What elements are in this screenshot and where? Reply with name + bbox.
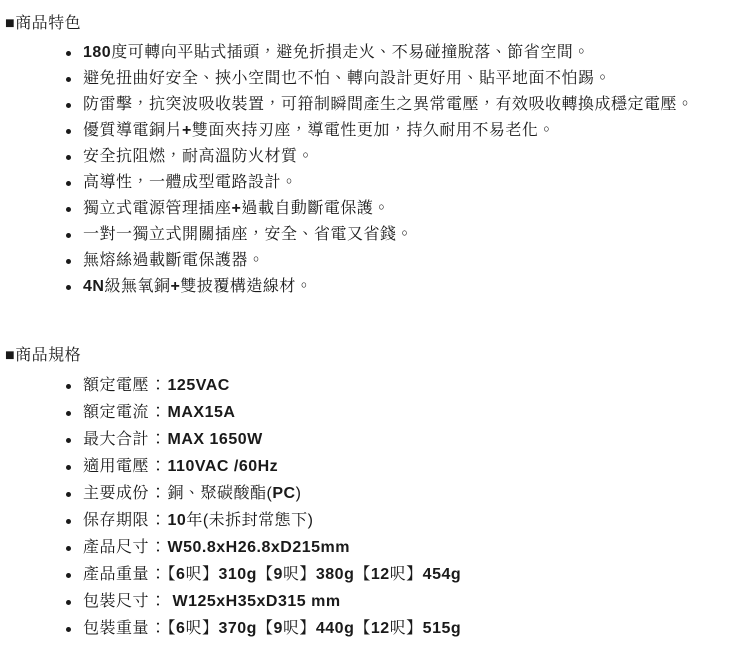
features-section bbox=[5, 13, 743, 300]
spec-text bbox=[83, 404, 235, 421]
spec-colon: ： bbox=[150, 593, 167, 610]
spec-text bbox=[83, 512, 314, 529]
feature-text: 高導性，一體成型電路設計。 bbox=[83, 174, 298, 191]
features-list bbox=[5, 40, 743, 300]
bullet-icon bbox=[66, 77, 71, 82]
bullet-icon bbox=[66, 384, 71, 389]
spec-text bbox=[83, 539, 350, 556]
bullet-icon bbox=[66, 465, 71, 470]
feature-item bbox=[5, 66, 743, 92]
bullet-icon bbox=[66, 233, 71, 238]
spec-value: 【6呎】310g【9呎】380g【12呎】454g bbox=[167, 566, 462, 583]
feature-item bbox=[5, 196, 743, 222]
specs-section-title: ■商品規格 bbox=[5, 347, 82, 364]
spec-text bbox=[83, 377, 230, 394]
spec-value: 110VAC /60Hz bbox=[167, 458, 279, 475]
spec-colon: ： bbox=[150, 566, 167, 583]
spec-label: 主要成份 bbox=[83, 485, 150, 502]
spec-value: 銅、聚碳酸酯(PC) bbox=[167, 485, 302, 502]
bullet-icon bbox=[66, 103, 71, 108]
spec-value: MAX15A bbox=[167, 404, 236, 421]
spec-item bbox=[5, 426, 743, 453]
feature-item bbox=[5, 40, 743, 66]
feature-text: 獨立式電源管理插座+過載自動斷電保護。 bbox=[83, 200, 390, 217]
bullet-icon bbox=[66, 181, 71, 186]
feature-item bbox=[5, 222, 743, 248]
spec-colon: ： bbox=[150, 431, 167, 448]
feature-text: 4N級無氧銅+雙披覆構造線材。 bbox=[83, 278, 313, 295]
feature-text: 優質導電銅片+雙面夾持刃座，導電性更加，持久耐用不易老化。 bbox=[83, 122, 555, 139]
spec-label: 產品尺寸 bbox=[83, 539, 150, 556]
spec-text bbox=[83, 566, 461, 583]
spec-colon: ： bbox=[150, 512, 167, 529]
feature-text: 安全抗阻燃，耐高溫防火材質。 bbox=[83, 148, 315, 165]
spec-colon: ： bbox=[150, 485, 167, 502]
spec-text bbox=[83, 620, 461, 637]
spec-item bbox=[5, 615, 743, 642]
feature-text: 防雷擊，抗突波吸收裝置，可箝制瞬間產生之異常電壓，有效吸收轉換成穩定電壓。 bbox=[83, 96, 694, 113]
bullet-icon bbox=[66, 155, 71, 160]
spec-item bbox=[5, 399, 743, 426]
feature-text: 無熔絲過載斷電保護器。 bbox=[83, 252, 265, 269]
spec-label: 額定電壓 bbox=[83, 377, 150, 394]
bullet-icon bbox=[66, 519, 71, 524]
feature-item bbox=[5, 248, 743, 274]
bullet-icon bbox=[66, 627, 71, 632]
bullet-icon bbox=[66, 573, 71, 578]
feature-text: 一對一獨立式開關插座，安全、省電又省錢。 bbox=[83, 226, 414, 243]
spec-item bbox=[5, 507, 743, 534]
spec-value: 【6呎】370g【9呎】440g【12呎】515g bbox=[167, 620, 462, 637]
spec-text bbox=[83, 593, 341, 610]
specs-list bbox=[5, 372, 743, 642]
bullet-icon bbox=[66, 259, 71, 264]
feature-item bbox=[5, 92, 743, 118]
spec-text bbox=[83, 485, 301, 502]
bullet-icon bbox=[66, 129, 71, 134]
spec-colon: ： bbox=[150, 458, 167, 475]
spec-item bbox=[5, 480, 743, 507]
spec-item bbox=[5, 561, 743, 588]
spec-label: 最大合計 bbox=[83, 431, 150, 448]
spec-label: 包裝重量 bbox=[83, 620, 150, 637]
spec-value: 125VAC bbox=[167, 377, 230, 394]
spec-colon: ： bbox=[150, 620, 167, 637]
spec-colon: ： bbox=[150, 377, 167, 394]
bullet-icon bbox=[66, 438, 71, 443]
bullet-icon bbox=[66, 207, 71, 212]
bullet-icon bbox=[66, 600, 71, 605]
spec-value: W125xH35xD315 mm bbox=[172, 593, 341, 610]
spec-text bbox=[83, 431, 263, 448]
spec-value: W50.8xH26.8xD215mm bbox=[167, 539, 350, 556]
bullet-icon bbox=[66, 285, 71, 290]
bullet-icon bbox=[66, 51, 71, 56]
spec-value: 10年(未拆封常態下) bbox=[167, 512, 314, 529]
spec-label: 保存期限 bbox=[83, 512, 150, 529]
specs-section bbox=[5, 345, 743, 642]
spec-label: 適用電壓 bbox=[83, 458, 150, 475]
feature-item bbox=[5, 274, 743, 300]
feature-item bbox=[5, 144, 743, 170]
bullet-icon bbox=[66, 411, 71, 416]
spec-label: 額定電流 bbox=[83, 404, 150, 421]
spec-text bbox=[83, 458, 278, 475]
feature-item bbox=[5, 170, 743, 196]
bullet-icon bbox=[66, 492, 71, 497]
spec-label: 產品重量 bbox=[83, 566, 150, 583]
spec-colon: ： bbox=[150, 539, 167, 556]
spec-item bbox=[5, 588, 743, 615]
bullet-icon bbox=[66, 546, 71, 551]
spec-item bbox=[5, 453, 743, 480]
spec-label: 包裝尺寸 bbox=[83, 593, 150, 610]
spec-item bbox=[5, 534, 743, 561]
feature-text: 180度可轉向平貼式插頭，避免折損走火、不易碰撞脫落、節省空間。 bbox=[83, 44, 590, 61]
spec-colon: ： bbox=[150, 404, 167, 421]
feature-text: 避免扭曲好安全、挾小空間也不怕、轉向設計更好用、貼平地面不怕踢。 bbox=[83, 70, 612, 87]
spec-value: MAX 1650W bbox=[167, 431, 263, 448]
features-section-title: ■商品特色 bbox=[5, 15, 82, 32]
feature-item bbox=[5, 118, 743, 144]
spec-item bbox=[5, 372, 743, 399]
